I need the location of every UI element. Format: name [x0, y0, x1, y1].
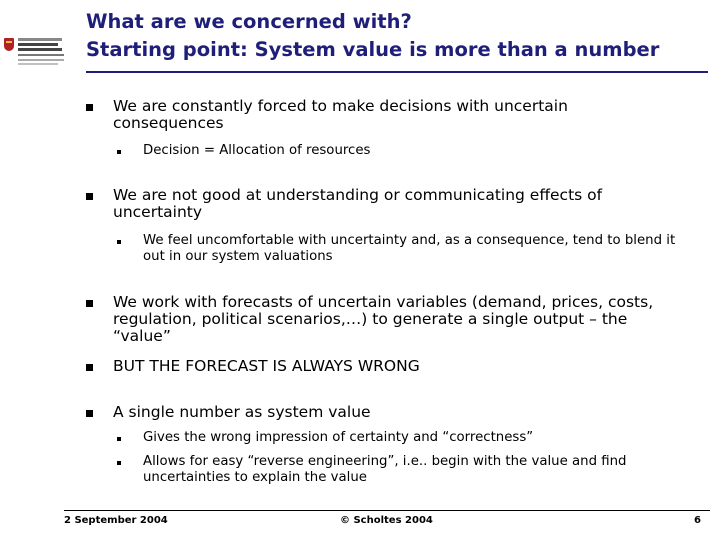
- sub-bullet-item: Gives the wrong impression of certainty and “correctness”: [143, 430, 534, 445]
- square-bullet-icon: [86, 364, 93, 371]
- footer-copyright: © Scholtes 2004: [340, 515, 433, 526]
- bullet-item: BUT THE FORECAST IS ALWAYS WRONG: [113, 357, 420, 375]
- sub-bullet-item: Decision = Allocation of resources: [143, 143, 371, 158]
- sub-bullet-icon: [117, 240, 121, 244]
- sub-bullet-icon: [117, 461, 121, 465]
- bullet-item: We work with forecasts of uncertain variables (demand, prices, costs, regulation, political scenarios,…) to generate a single output – the “value”: [113, 293, 654, 345]
- title-line-1: What are we concerned with?: [86, 10, 412, 33]
- title-line-2: Starting point: System value is more than a number: [86, 38, 660, 61]
- sub-bullet-item: We feel uncomfortable with uncertainty and, as a consequence, tend to blend it out in our system valuations: [143, 233, 676, 264]
- square-bullet-icon: [86, 410, 93, 417]
- square-bullet-icon: [86, 193, 93, 200]
- sub-bullet-icon: [117, 437, 121, 441]
- bullet-item: A single number as system value: [113, 403, 371, 421]
- sub-bullet-icon: [117, 150, 121, 154]
- page-number: 6: [694, 515, 701, 526]
- bullet-item: We are not good at understanding or communicating effects of uncertainty: [113, 186, 603, 221]
- bullet-item: We are constantly forced to make decisions with uncertain consequences: [113, 97, 568, 132]
- footer-divider: [64, 510, 710, 511]
- square-bullet-icon: [86, 300, 93, 307]
- footer-date: 2 September 2004: [64, 515, 168, 526]
- square-bullet-icon: [86, 104, 93, 111]
- sub-bullet-item: Allows for easy “reverse engineering”, i.e.. begin with the value and find uncertainties to explain the value: [143, 454, 627, 485]
